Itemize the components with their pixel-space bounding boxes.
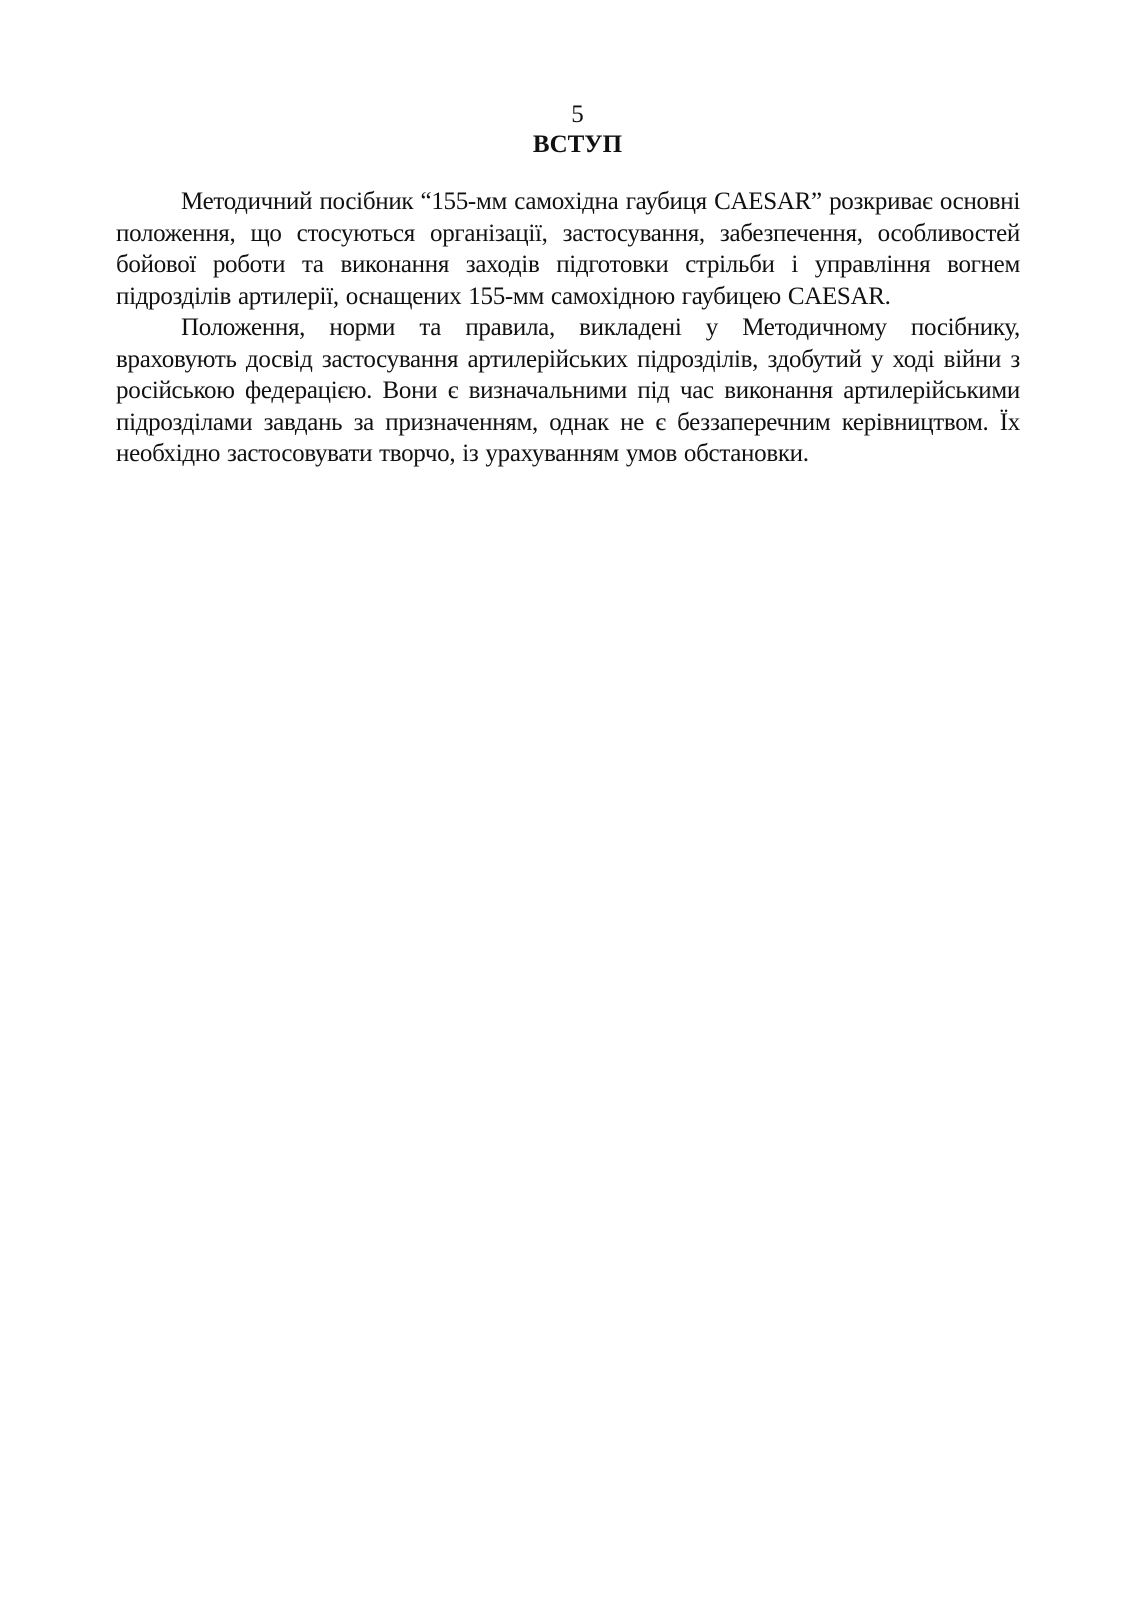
section-heading (0, 130, 1142, 160)
page-number-text: 5 (571, 101, 584, 128)
paragraph-introduction: Методичний посібник “155-мм самохідна гаубиця CAESAR” розкриває основні положення, що стосуються організації, застосування, забезпечення, особливостей бойової роботи та виконання заходів підготовки стрільби і управління вогнем підрозділів артилерії, оснащених 155-мм самохідною гаубицею CAESAR. (116, 188, 1020, 310)
paragraph-provisions: Положення, норми та правила, викладені у Методичному посібнику, враховують досвід застосування артилерійських підрозділів, здобутий у ході війни з російською федерацією. Вони є визначальними під час виконання артилерійськими підрозділами завдань за призначенням, однак не є беззаперечним керівництвом. Їх необхідно застосовувати творчо, із урахуванням умов обстановки. (116, 314, 1020, 467)
page-number (0, 100, 1142, 130)
section-heading-text: ВСТУП (532, 131, 623, 158)
body-text (116, 186, 1020, 470)
